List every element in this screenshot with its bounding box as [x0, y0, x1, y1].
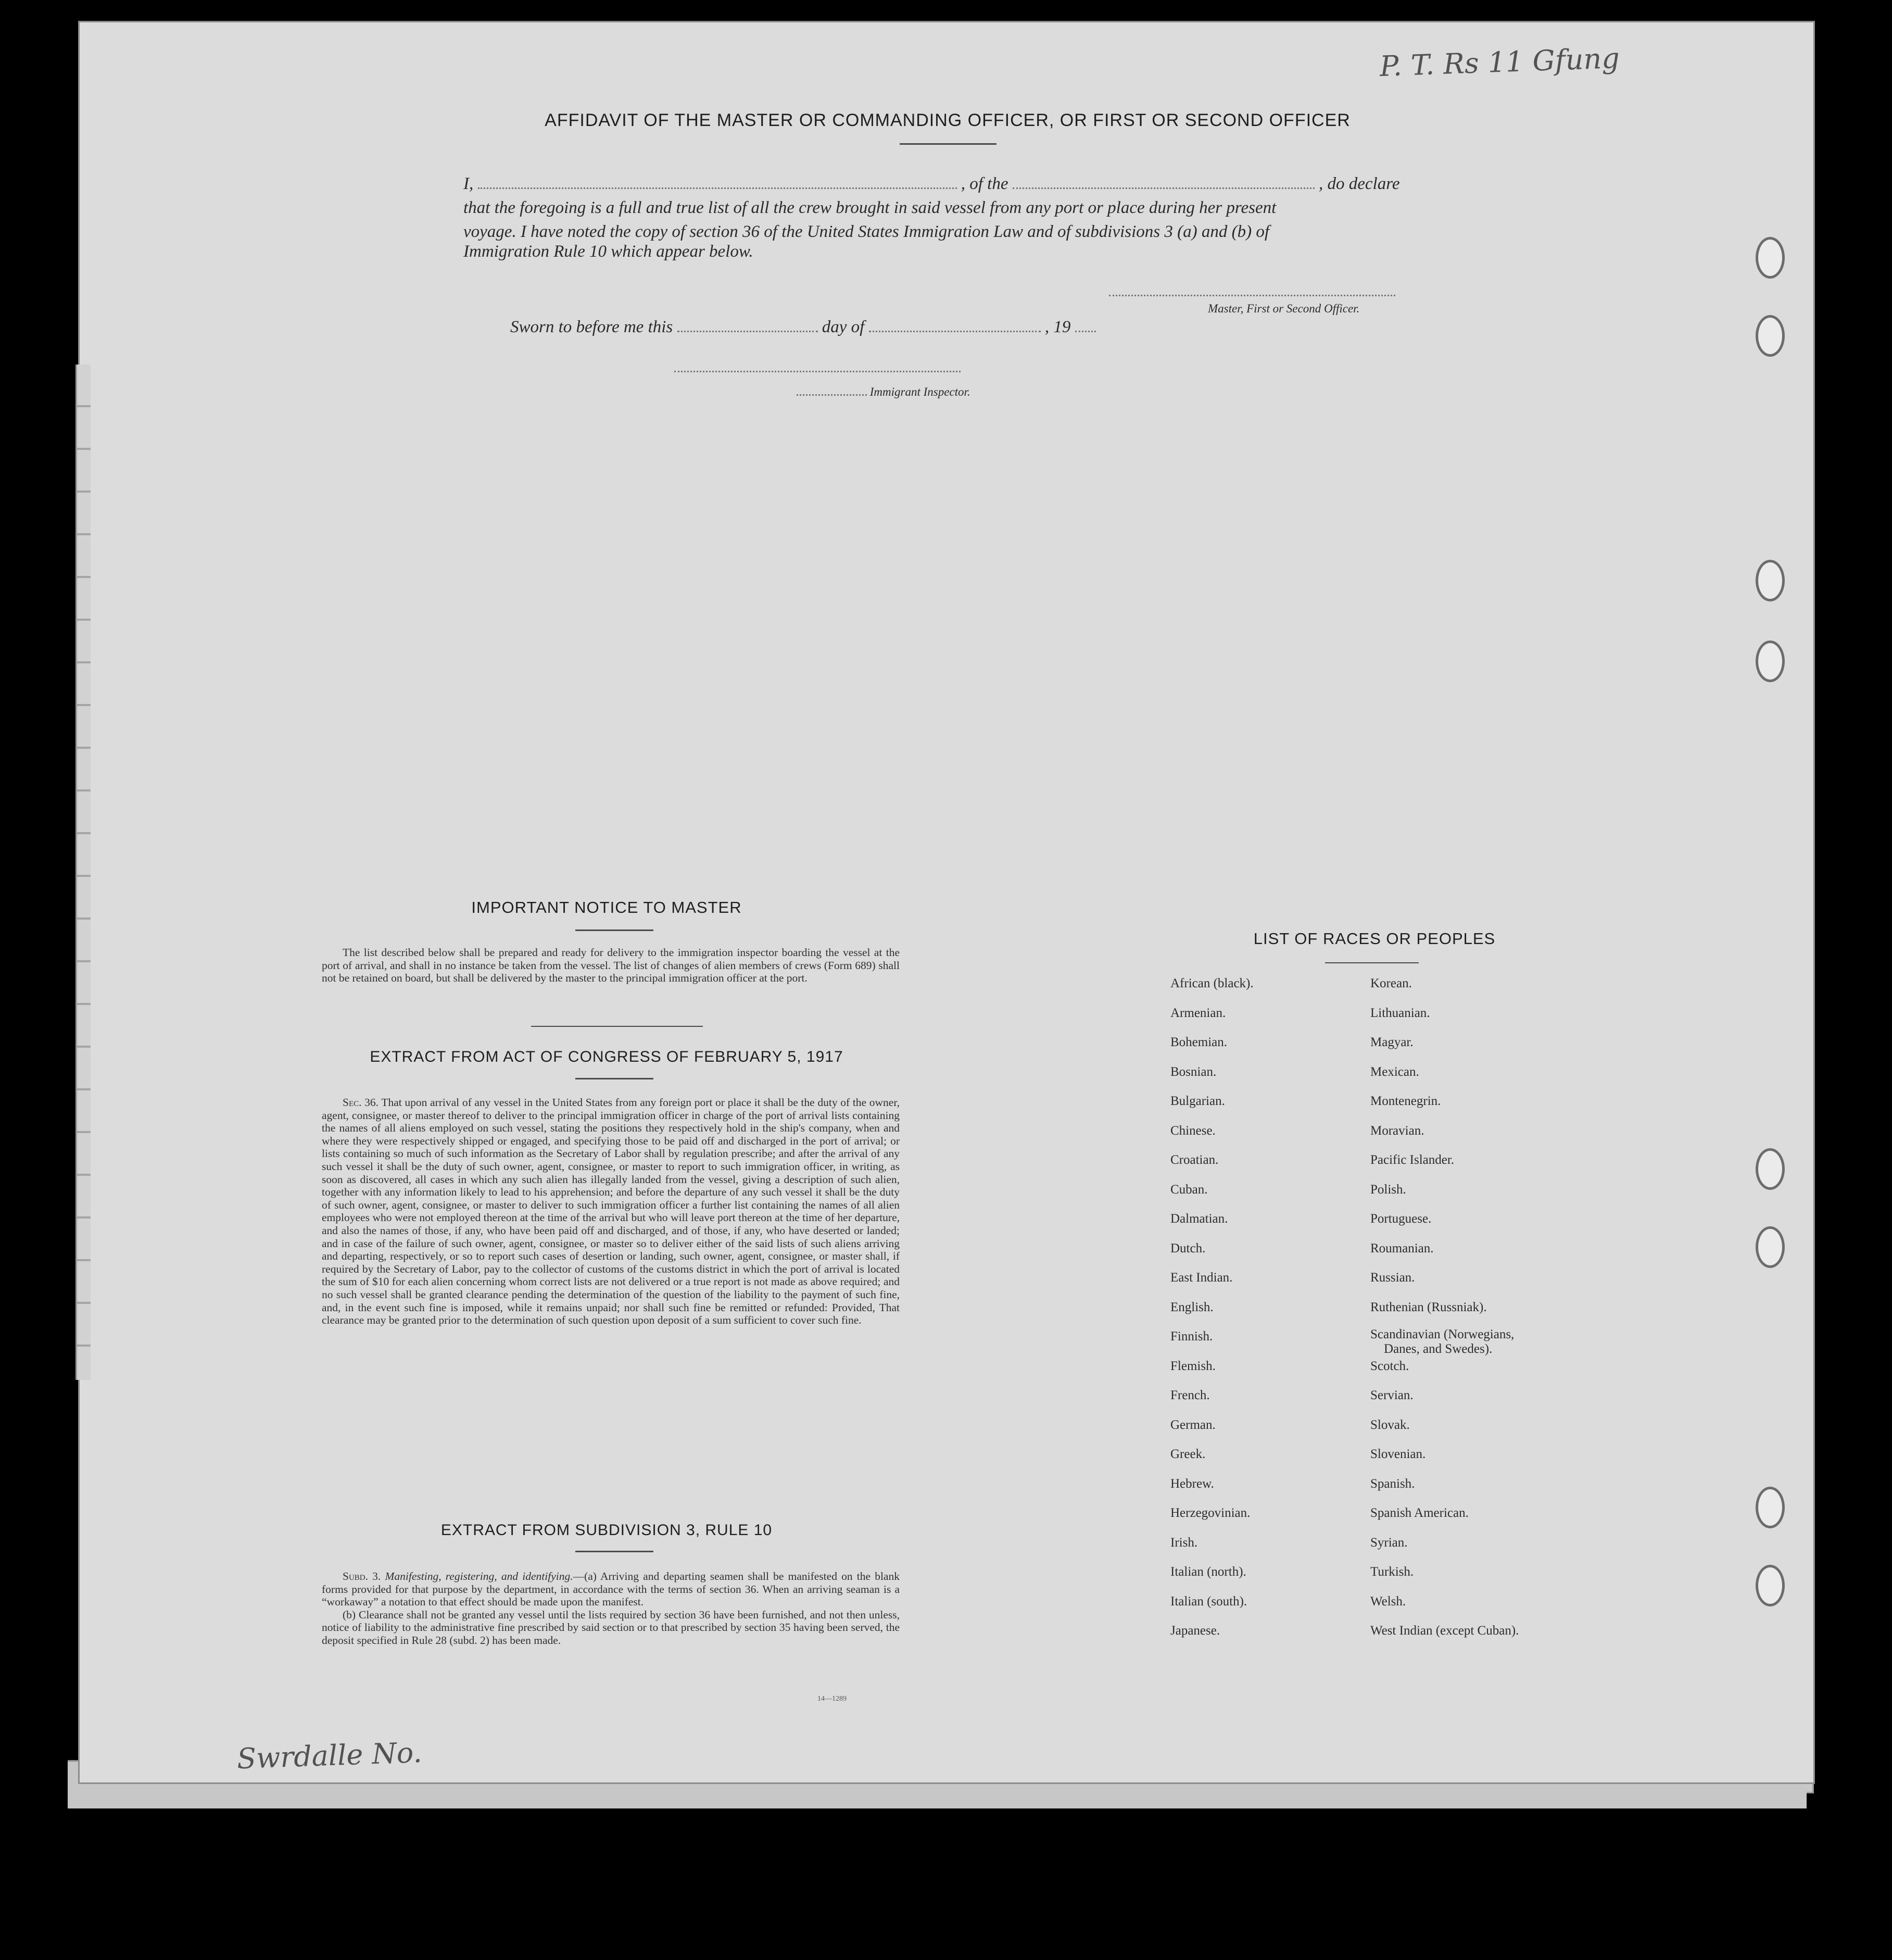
sworn-month-blank[interactable]	[869, 319, 1041, 332]
race-item: Ruthenian (Russniak).	[1370, 1300, 1487, 1314]
race-item: Chinese.	[1170, 1124, 1216, 1138]
race-item: English.	[1170, 1300, 1214, 1314]
race-item: German.	[1170, 1418, 1216, 1432]
notice-divider	[531, 1026, 703, 1027]
notice-paragraph	[322, 946, 900, 985]
race-item: East Indian.	[1170, 1271, 1233, 1285]
race-item-continuation: Danes, and Swedes).	[1384, 1342, 1493, 1356]
inspector-signature-line[interactable]	[674, 371, 961, 372]
affidavit-line-4: Immigration Rule 10 which appear below.	[463, 242, 753, 261]
race-item: Slovak.	[1370, 1418, 1410, 1432]
sworn-line	[510, 315, 1096, 339]
race-item: Flemish.	[1170, 1359, 1216, 1373]
race-item: Syrian.	[1370, 1536, 1408, 1550]
punch-hole-icon	[1756, 560, 1785, 601]
race-item: West Indian (except Cuban).	[1370, 1624, 1519, 1638]
year-label: , 19	[1044, 318, 1071, 336]
race-item: Spanish American.	[1370, 1506, 1469, 1520]
affidavit-line-1	[463, 172, 1453, 196]
race-item: Bulgarian.	[1170, 1094, 1225, 1108]
race-item: Cuban.	[1170, 1183, 1208, 1197]
race-item: Dutch.	[1170, 1241, 1206, 1255]
race-item: Montenegrin.	[1370, 1094, 1441, 1108]
race-item: Slovenian.	[1370, 1447, 1426, 1461]
affidavit-line-2: that the foregoing is a full and true list of all the crew brought in said vessel from any port or place during her present	[463, 198, 1277, 217]
race-item: Polish.	[1370, 1183, 1406, 1197]
race-item: Servian.	[1370, 1388, 1414, 1402]
race-item: Italian (south).	[1170, 1594, 1247, 1609]
sworn-year-blank[interactable]	[1075, 319, 1096, 332]
race-item: Korean.	[1370, 976, 1412, 990]
race-item: Armenian.	[1170, 1006, 1226, 1020]
punch-hole-icon	[1756, 640, 1785, 682]
day-of-label: day of	[822, 318, 865, 336]
act-extract-title: EXTRACT FROM ACT OF CONGRESS OF FEBRUARY 5, 1917	[370, 1048, 843, 1065]
binder-strip	[75, 365, 91, 1380]
race-item: Spanish.	[1370, 1477, 1415, 1491]
race-item: Finnish.	[1170, 1329, 1213, 1343]
race-item: Hebrew.	[1170, 1477, 1214, 1491]
race-item: Japanese.	[1170, 1624, 1220, 1638]
affidavit-title-rule	[900, 143, 997, 145]
race-item: French.	[1170, 1388, 1210, 1402]
race-item: Irish.	[1170, 1536, 1198, 1550]
document-page	[78, 21, 1815, 1784]
race-item: Bosnian.	[1170, 1065, 1217, 1079]
notice-title-rule	[575, 929, 653, 931]
race-item: Italian (north).	[1170, 1565, 1246, 1579]
race-item: Moravian.	[1370, 1124, 1424, 1138]
rule-para-a: —(a) Arriving and departing seamen shall be manifested on the blank forms provided for that purpose by the department, in accordance with the terms of section 36. When an arriving seaman is a “workaway” a notation to that effect should be made upon the manifest.	[322, 1570, 900, 1609]
act-extract-paragraph	[322, 1096, 900, 1327]
master-signature-line[interactable]	[1109, 295, 1395, 296]
inspector-caption	[797, 380, 970, 404]
master-signature-caption: Master, First or Second Officer.	[1208, 302, 1360, 315]
inspector-caption-text: Immigrant Inspector.	[869, 385, 970, 398]
race-item: African (black).	[1170, 976, 1254, 990]
name-blank[interactable]	[478, 176, 957, 189]
race-item: Scotch.	[1370, 1359, 1409, 1373]
sworn-day-blank[interactable]	[677, 319, 818, 332]
race-item: Welsh.	[1370, 1594, 1406, 1609]
form-number: 14—1289	[817, 1695, 847, 1703]
inspector-dots	[797, 387, 867, 396]
of-the-label: , of the	[961, 174, 1008, 193]
rule-extract-title: EXTRACT FROM SUBDIVISION 3, RULE 10	[440, 1522, 773, 1539]
race-item: Roumanian.	[1370, 1241, 1434, 1255]
punch-hole-icon	[1756, 315, 1785, 357]
race-item: Bohemian.	[1170, 1035, 1228, 1049]
subd-label: Subd. 3.	[343, 1570, 381, 1582]
vessel-blank[interactable]	[1013, 176, 1315, 189]
rule-para-b: (b) Clearance shall not be granted any vessel until the lists required by section 36 have been furnished, and not then unless, notice of liability to the administrative fine prescribed by said section or to that prescribed by section 35 having been served, the deposit specified in Rule 28 (subd. 2) has been made.	[322, 1608, 900, 1647]
sworn-label: Sworn to before me this	[510, 318, 673, 336]
affidavit-line-3: voyage. I have noted the copy of section 36 of the United States Immigration Law and of subdivisions 3 (a) and (b) of	[463, 222, 1270, 241]
punch-hole-icon	[1756, 237, 1785, 279]
notice-title: IMPORTANT NOTICE TO MASTER	[471, 898, 742, 916]
race-item: Greek.	[1170, 1447, 1206, 1461]
race-item: Russian.	[1370, 1271, 1415, 1285]
act-extract-text: That upon arrival of any vessel in the United States from any foreign port or place it shall be the duty of the owner, agent, consignee, or master thereof to deliver to the principal immigration officer in charge of the port of arrival lists containing the names of all aliens employed on such vessel, stating the positions they respectively hold in the ship's company, when and where they were respectively shipped or engaged, and specifying those to be paid off and discharged in the port of arrival; or lists containing so much of such information as the Secretary of Labor shall by regulation prescribe; and after the arrival of any such vessel it shall be the duty of such owner, agent, consignee, or master to report to such immigration officer, in writing, as soon as discovered, all cases in which any such alien has illegally landed from the vessel, giving a description of such alien, together with any information likely to lead to his apprehension; and before the departure of any such vessel it shall be the duty of such owner, agent, consignee, or master to deliver to such immigration officer a further list containing the names of all alien employees who were not employed thereon at the time of the arrival but who will leave port thereon at the time of her departure, and also the names of those, if any, who have been paid off and discharged, and of those, if any, who have deserted or landed; and in case of the failure of such owner, agent, consignee, or master so to deliver either of the said lists of such aliens arriving and departing, respectively, or so to report such cases of desertion or landing, such owner, agent, consignee, or master shall, if required by the Secretary of Labor, pay to the collector of customs of the customs district in which the port of arrival is located the sum of $10 for each alien concerning whom correct lists are not delivered or a true report is not made as above required; and no such vessel shall be granted clearance pending the determination of the question of the liability to the payment of such fine, and, in the event such fine is imposed, while it remains unpaid; nor shall such fine be remitted or refunded: Provided, That clearance may be granted prior to the determination of such question upon deposit of a sum sufficient to cover such fine.	[322, 1096, 900, 1327]
subd-heading: Manifesting, registering, and identifying.	[385, 1570, 573, 1582]
race-item: Turkish.	[1370, 1565, 1414, 1579]
race-item: Croatian.	[1170, 1153, 1219, 1167]
handwritten-note-top: P. T. Rs 11 Gfung	[1379, 41, 1620, 83]
races-title: LIST OF RACES OR PEOPLES	[1253, 929, 1496, 948]
punch-hole-icon	[1756, 1565, 1785, 1606]
do-declare-label: , do declare	[1318, 174, 1400, 193]
handwritten-note-bottom: Swrdalle No.	[236, 1736, 423, 1776]
notice-paragraph-text: The list described below shall be prepared and ready for delivery to the immigration inspector boarding the vessel at the port of arrival, and shall in no instance be taken from the vessel. The list of changes of alien members of crews (Form 689) shall not be retained on board, but shall be delivered by the master to the principal immigration officer at the port.	[322, 946, 900, 985]
punch-hole-icon	[1756, 1487, 1785, 1528]
punch-hole-icon	[1756, 1148, 1785, 1190]
affidavit-title: AFFIDAVIT OF THE MASTER OR COMMANDING OFFICER, OR FIRST OR SECOND OFFICER	[545, 110, 1351, 130]
rule-extract-paragraphs	[322, 1570, 900, 1647]
race-item: Lithuanian.	[1370, 1006, 1430, 1020]
race-item: Magyar.	[1370, 1035, 1414, 1049]
race-item: Pacific Islander.	[1370, 1153, 1455, 1167]
race-item: Mexican.	[1370, 1065, 1419, 1079]
punch-hole-icon	[1756, 1226, 1785, 1268]
race-item: Dalmatian.	[1170, 1212, 1228, 1226]
races-title-rule	[1325, 962, 1419, 963]
section-label: Sec. 36.	[343, 1096, 379, 1109]
act-extract-title-rule	[575, 1078, 653, 1079]
race-item: Herzegovinian.	[1170, 1506, 1251, 1520]
race-item: Portuguese.	[1370, 1212, 1432, 1226]
race-item: Scandinavian (Norwegians,	[1370, 1327, 1515, 1341]
i-label: I,	[463, 174, 474, 193]
rule-extract-title-rule	[575, 1551, 653, 1552]
